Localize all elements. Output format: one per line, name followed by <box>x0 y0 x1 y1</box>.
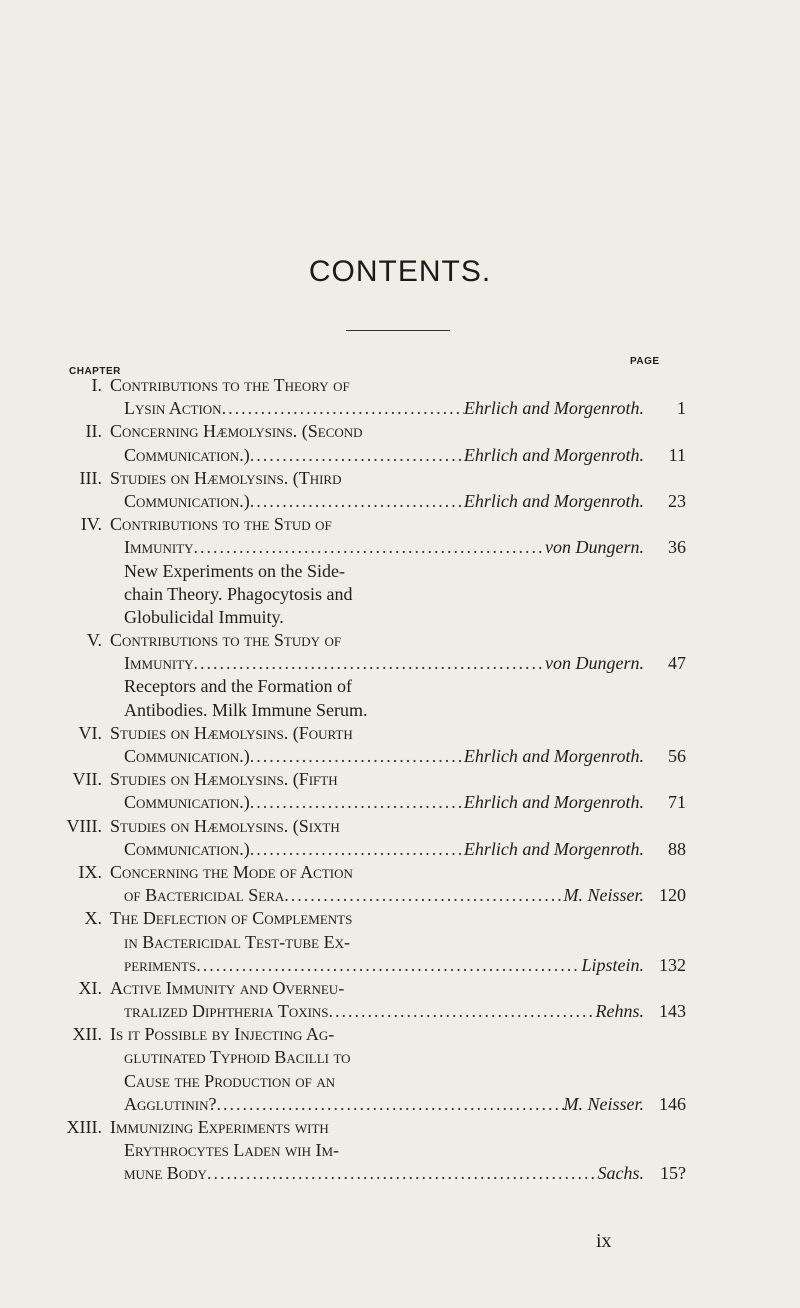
entry-line <box>0 722 800 745</box>
leader-dots <box>216 1093 563 1116</box>
entry-line <box>0 374 800 397</box>
entry-subtitle-line <box>0 675 800 698</box>
entry-line <box>0 861 800 884</box>
entry-subtitle: Receptors and the Formation of <box>124 676 352 697</box>
entry-title-line: glutinated Typhoid Bacilli to <box>124 1047 351 1068</box>
entry-line <box>0 1093 800 1116</box>
entry-line <box>0 907 800 930</box>
chapter-number: III. <box>79 467 102 488</box>
entry-line <box>0 1116 800 1139</box>
entry-leader-line <box>124 490 644 513</box>
entry-subtitle: New Experiments on the Side- <box>124 560 345 581</box>
entry-subtitle-line <box>0 560 800 583</box>
entry-title-line: Communication.) <box>124 490 250 511</box>
entry-subtitle-line <box>0 606 800 629</box>
entry-line <box>0 954 800 977</box>
entry-leader-line <box>124 652 644 675</box>
entry-author: Ehrlich and Morgenroth. <box>463 838 644 859</box>
entry-subtitle: Antibodies. Milk Immune Serum. <box>124 699 368 720</box>
entry-line <box>0 513 800 536</box>
entry-line <box>0 536 800 559</box>
entry-author: Ehrlich and Morgenroth. <box>463 792 644 813</box>
entry-title-line: Active Immunity and Overneu- <box>110 977 345 998</box>
entry-page-number: 132 <box>659 954 686 975</box>
entry-author: Sachs. <box>597 1163 644 1184</box>
entry-page-number: 143 <box>659 1001 686 1022</box>
entry-title-line: Concerning the Mode of Action <box>110 861 353 882</box>
leader-dots <box>250 490 464 513</box>
chapter-number: I. <box>91 375 102 395</box>
entry-line <box>0 884 800 907</box>
entry-author: Rehns. <box>595 1001 644 1022</box>
entry-line <box>0 931 800 954</box>
entry-leader-line <box>124 954 644 977</box>
chapter-number: XII. <box>72 1024 102 1045</box>
entry-title-line: Communication.) <box>124 792 250 813</box>
entry-line <box>0 791 800 814</box>
entry-leader-line <box>124 397 644 420</box>
entry-title-line: of Bactericidal Sera <box>124 885 285 906</box>
entry-leader-line <box>124 1093 644 1116</box>
leader-dots <box>250 444 464 467</box>
entry-line <box>0 397 800 420</box>
entry-leader-line <box>124 1000 644 1023</box>
entry-line <box>0 977 800 1000</box>
entry-title-line: Contributions to the Study of <box>110 630 342 651</box>
entry-title-line: Cause the Production of an <box>124 1070 336 1091</box>
leader-dots <box>284 884 563 907</box>
entry-page-number: 71 <box>668 792 686 813</box>
entry-author: von Dungern. <box>545 653 644 674</box>
entry-page-number: 1 <box>677 398 686 419</box>
entry-title-line: Lysin Action <box>124 398 222 419</box>
chapter-number: VIII. <box>66 815 102 836</box>
entry-leader-line <box>124 791 644 814</box>
leader-dots <box>196 954 581 977</box>
entry-line <box>0 815 800 838</box>
entry-leader-line <box>124 1162 644 1185</box>
entry-line <box>0 629 800 652</box>
entry-line <box>0 444 800 467</box>
entry-title-line: Communication.) <box>124 444 250 465</box>
entry-page-number: 47 <box>668 653 686 674</box>
chapter-number: XI. <box>78 977 102 998</box>
leader-dots <box>250 838 464 861</box>
entry-title-line: Studies on Hæmolysins. (Fourth <box>110 722 353 743</box>
entry-author: Ehrlich and Morgenroth. <box>463 444 644 465</box>
chapter-number: IV. <box>80 514 102 535</box>
entry-author: Lipstein. <box>581 954 644 975</box>
chapter-number: VI. <box>78 722 102 743</box>
entry-page-number: 23 <box>668 490 686 511</box>
leader-dots <box>207 1162 598 1185</box>
entry-page-number: 15? <box>660 1163 686 1184</box>
entry-title-line: tralized Diphtheria Toxins <box>124 1001 329 1022</box>
entry-author: von Dungern. <box>545 537 644 558</box>
entry-title-line: in Bactericidal Test-tube Ex- <box>124 931 350 952</box>
chapter-number: VII. <box>72 769 102 790</box>
chapter-number: II. <box>85 421 102 442</box>
entry-line <box>0 1000 800 1023</box>
entry-title-line: Contributions to the Theory of <box>110 375 350 395</box>
entry-line <box>0 1139 800 1162</box>
entry-line <box>0 420 800 443</box>
entry-line <box>0 1162 800 1185</box>
leader-dots <box>329 1000 596 1023</box>
entry-page-number: 56 <box>668 746 686 766</box>
page-folio: ix <box>596 1230 612 1252</box>
contents-list <box>0 374 800 1186</box>
entry-leader-line <box>124 884 644 907</box>
entry-line <box>0 467 800 490</box>
entry-title-line: Concerning Hæmolysins. (Second <box>110 421 363 442</box>
entry-title-line: Is it Possible by Injecting Ag- <box>110 1024 335 1045</box>
entry-title-line: Immunity <box>124 653 194 674</box>
entry-author: Ehrlich and Morgenroth. <box>463 746 644 766</box>
entry-page-number: 146 <box>659 1093 686 1114</box>
entry-title-line: Studies on Hæmolysins. (Third <box>110 467 342 488</box>
entry-line <box>0 1070 800 1093</box>
entry-line <box>0 745 800 768</box>
page-title: CONTENTS. <box>308 255 492 288</box>
entry-line <box>0 490 800 513</box>
entry-author: Ehrlich and Morgenroth. <box>463 490 644 511</box>
entry-title-line: Communication.) <box>124 746 250 766</box>
entry-title-line: periments <box>124 954 197 975</box>
entry-leader-line <box>124 444 644 467</box>
entry-leader-line <box>124 838 644 861</box>
entry-line <box>0 768 800 791</box>
chapter-number: V. <box>86 630 102 651</box>
entry-line <box>0 1046 800 1069</box>
entry-title-line: Contributions to the Stud of <box>110 514 332 535</box>
entry-title-line: The Deflection of Complements <box>110 908 353 929</box>
entry-page-number: 11 <box>668 444 686 465</box>
entry-title-line: Studies on Hæmolysins. (Fifth <box>110 769 338 790</box>
entry-line <box>0 652 800 675</box>
entry-title-line: Agglutinin? <box>124 1093 217 1114</box>
title-rule <box>346 330 450 331</box>
entry-author: Ehrlich and Morgenroth. <box>463 398 644 419</box>
entry-line <box>0 838 800 861</box>
leader-dots <box>194 536 545 559</box>
entry-subtitle: Globulicidal Immuity. <box>124 606 284 627</box>
entry-title-line: mune Body <box>124 1163 207 1184</box>
chapter-number: IX. <box>78 861 102 882</box>
leader-dots <box>250 791 464 814</box>
entry-leader-line <box>124 536 644 559</box>
entry-subtitle: chain Theory. Phagocytosis and <box>124 583 353 604</box>
entry-author: M. Neisser. <box>563 885 644 906</box>
entry-title-line: Erythrocytes Laden wih Im- <box>124 1140 340 1161</box>
entry-subtitle-line <box>0 583 800 606</box>
leader-dots <box>194 652 545 675</box>
entry-title-line: Communication.) <box>124 838 250 859</box>
entry-subtitle-line <box>0 699 800 722</box>
chapter-column-header: CHAPTER <box>69 366 121 377</box>
entry-line <box>0 1023 800 1046</box>
page-column-header: PAGE <box>630 356 660 367</box>
entry-page-number: 120 <box>659 885 686 906</box>
entry-leader-line <box>124 745 644 768</box>
entry-page-number: 88 <box>668 838 686 859</box>
entry-page-number: 36 <box>668 537 686 558</box>
leader-dots <box>250 745 464 768</box>
entry-title-line: Studies on Hæmolysins. (Sixth <box>110 815 340 836</box>
entry-title-line: Immunity <box>124 537 194 558</box>
entry-title-line: Immunizing Experiments with <box>110 1117 329 1137</box>
chapter-number: X. <box>84 908 102 929</box>
entry-author: M. Neisser. <box>563 1093 644 1114</box>
chapter-number: XIII. <box>66 1117 102 1137</box>
leader-dots <box>222 397 464 420</box>
